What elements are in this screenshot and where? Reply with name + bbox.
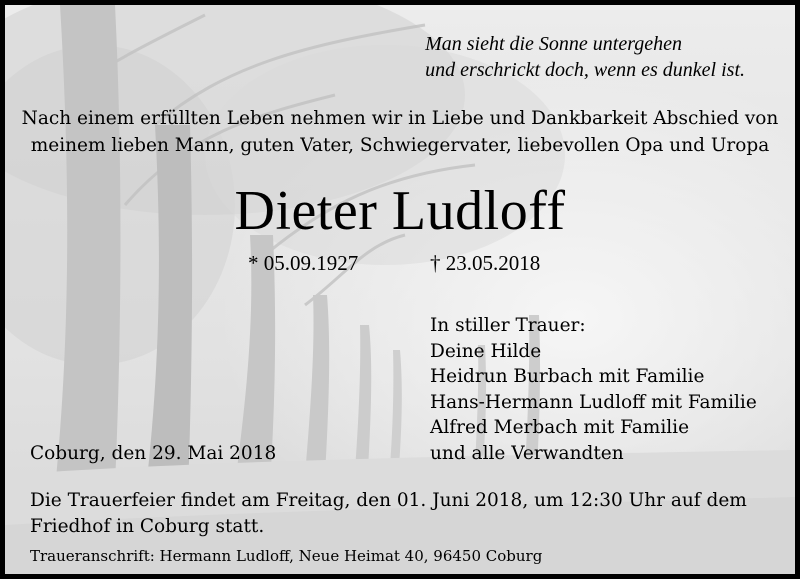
farewell-line: meinem lieben Mann, guten Vater, Schwiegervater, liebevollen Opa und Uropa xyxy=(30,135,770,156)
mourner-line: und alle Verwandten xyxy=(430,442,624,464)
funeral-service-info xyxy=(30,488,747,540)
farewell-text xyxy=(5,105,795,159)
mourner-line: In stiller Trauer: xyxy=(430,315,586,336)
mourner-line: Alfred Merbach mit Familie xyxy=(430,417,690,438)
poem-line: und erschrickt doch, wenn es dunkel ist. xyxy=(425,59,745,81)
farewell-line: Nach einem erfüllten Leben nehmen wir in Liebe und Dankbarkeit Abschied von xyxy=(21,108,779,129)
mourners-list xyxy=(430,313,757,466)
poem xyxy=(425,31,745,83)
mourner-line: Hans-Hermann Ludloff mit Familie xyxy=(430,391,757,413)
place-and-date: Coburg, den 29. Mai 2018 xyxy=(30,443,277,464)
service-line: Die Trauerfeier findet am Freitag, den 01. Juni 2018, um 12:30 Uhr auf dem xyxy=(30,490,747,511)
mourner-line: Deine Hilde xyxy=(430,340,542,362)
poem-line: Man sieht die Sonne untergehen xyxy=(425,33,683,55)
birth-date: * 05.09.1927 xyxy=(248,251,359,275)
mourning-address: Traueranschrift: Hermann Ludloff, Neue Heimat 40, 96450 Coburg xyxy=(30,547,543,565)
death-date: † 23.05.2018 xyxy=(430,251,541,275)
service-line: Friedhof in Coburg statt. xyxy=(30,516,265,537)
mourner-line: Heidrun Burbach mit Familie xyxy=(430,366,705,387)
deceased-name: Dieter Ludloff xyxy=(234,180,566,242)
